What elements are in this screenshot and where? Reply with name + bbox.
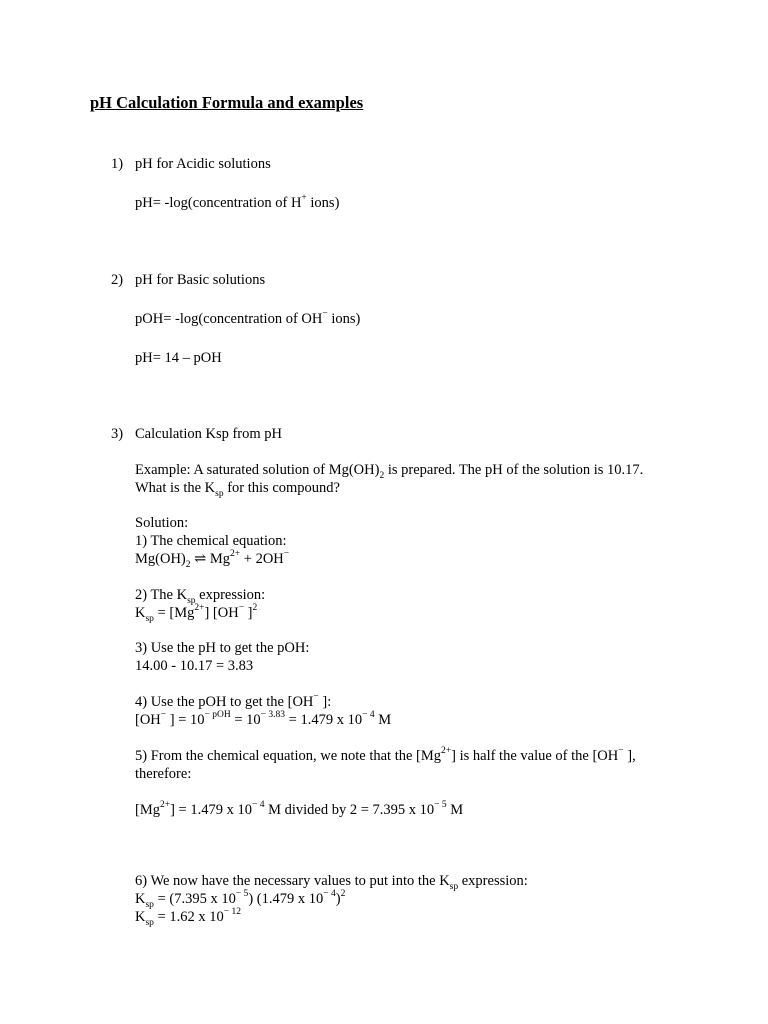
step-3-text: 3) Use the pH to get the pOH: [135,640,310,656]
solution-label: Solution: [135,515,189,531]
page-title: pH Calculation Formula and examples [90,93,364,112]
section-2-number: 2) [111,272,124,288]
chemical-equation: $Mg(OH)_2$ ⇌ $Mg^{2+} + 2OH^-$ [135,549,290,570]
section-1-number: 1) [111,156,124,172]
ksp-result: $K_{sp} = 1.62$ x $10^{- 12}$ [135,907,241,928]
section-2-heading: pH for Basic solutions [135,272,266,288]
acidic-ph-formula: pH= -log(concentration of H+ ions) [135,193,340,211]
ksp-expression: $K_{sp} = [Mg^{2+}]$ [OH− ]$^2$ [135,603,258,624]
ksp-substitution: $K_{sp} = (7.395$ x $10^{- 5}$) (1.479 x $10^{- 4})^2$ [135,889,346,910]
section-3-number: 3) [111,426,124,442]
example-line-2: What is the $K_{sp}$ for this compound? [135,480,340,499]
basic-ph-formula: pH= 14 – pOH [135,350,222,366]
example-line-1: Example: A saturated solution of $Mg(OH)_2$ is prepared. The pH of the solution is 10.17. [135,462,644,481]
step-5-text-line-2: therefore: [135,766,192,782]
step-5-calculation: $[Mg^{2+}] = 1.479$ x $10^{- 4}$ M divided by 2 = 7.395 x $10^{- 5}$ M [135,800,464,818]
step-4-calculation: [OH− ] = $10^{- pOH} = 10^{- 3.83} = 1.479$ x $10^{- 4}$ M [135,710,392,728]
section-3-heading: Calculation Ksp from pH [135,426,282,442]
step-4-text: 4) Use the pOH to get the [OH− ]: [135,692,332,710]
step-6-text: 6) We now have the necessary values to put into the $K_{sp}$ expression: [135,873,528,892]
poh-formula: pOH= -log(concentration of OH− ions) [135,309,361,327]
step-5-text: 5) From the chemical equation, we note that the $[Mg^{2+}]$ is half the value of the [OH− ], [135,746,636,764]
step-1-text: 1) The chemical equation: [135,533,287,549]
section-1-heading: pH for Acidic solutions [135,156,271,172]
step-3-calculation: 14.00 - 10.17 = 3.83 [135,658,254,674]
step-2-text: 2) The $K_{sp}$ expression: [135,587,266,606]
